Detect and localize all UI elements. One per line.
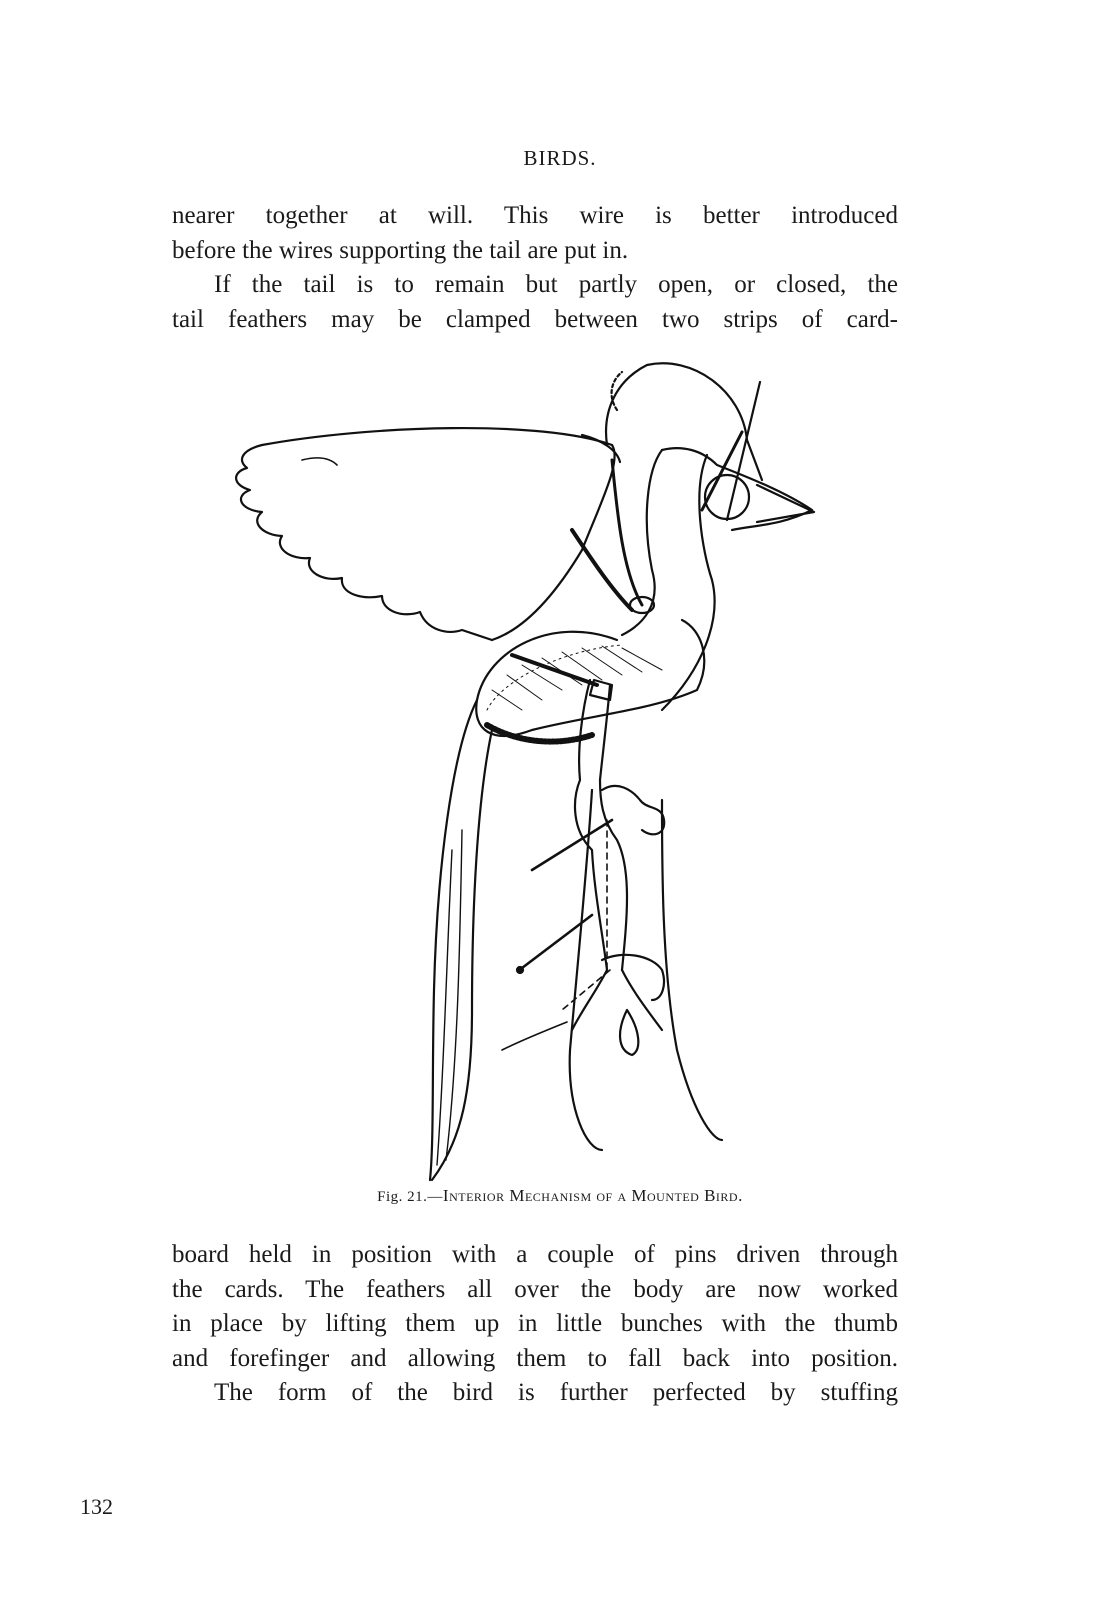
running-title: BIRDS. <box>523 146 597 170</box>
head-drawing <box>606 363 814 530</box>
page-number: 132 <box>80 1494 113 1519</box>
text-line: the cards. The feathers all over the body are now worked <box>172 1275 898 1303</box>
body-drawing <box>476 450 714 742</box>
figure-caption <box>0 1186 1120 1206</box>
figure-number: Fig. 21.— <box>377 1189 443 1205</box>
tail-drawing <box>430 700 492 1180</box>
text-block-bottom <box>172 1238 898 1411</box>
wing-drawing <box>236 428 620 640</box>
text-line: nearer together at will. This wire is better introduced <box>172 202 898 229</box>
text-line: and forefinger and allowing them to fall back into position. <box>172 1344 898 1372</box>
text-line: If the tail is to remain but partly open, or closed, the <box>214 271 898 298</box>
figure-title: Interior Mechanism of a Mounted Bird. <box>442 1186 743 1205</box>
legs-drawing <box>572 680 664 1030</box>
text-line: board held in position with a couple of pins driven through <box>172 1241 898 1268</box>
bird-illustration <box>222 350 822 1190</box>
text-line: in place by lifting them up in little bunches with the thumb <box>172 1310 898 1337</box>
text-line: before the wires supporting the tail are put in. <box>172 236 629 264</box>
text-line: tail feathers may be clamped between two strips of card- <box>172 305 898 333</box>
branch-drawing <box>502 790 722 1150</box>
text-line: The form of the bird is further perfected by stuffing <box>214 1379 898 1406</box>
text-block-top <box>172 199 898 337</box>
